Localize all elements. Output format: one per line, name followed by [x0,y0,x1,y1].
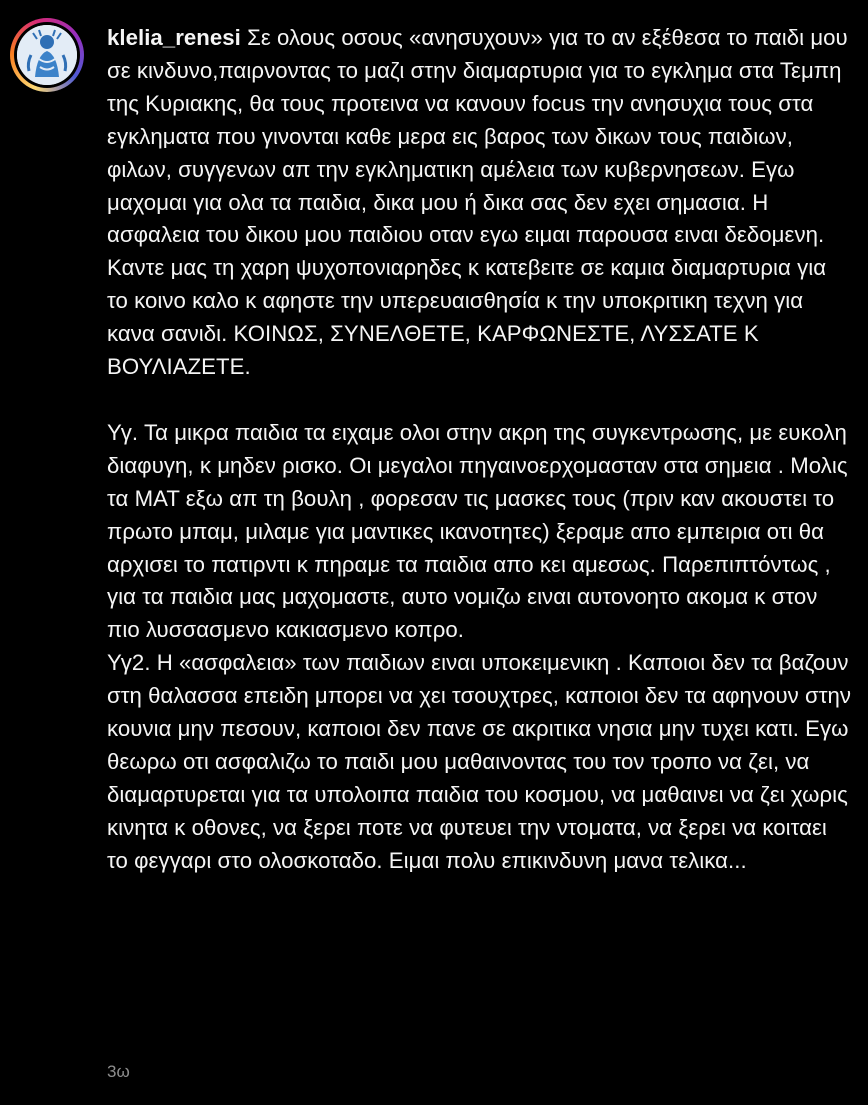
comment-body [107,22,852,878]
avatar[interactable] [17,25,77,85]
comment-text: Σε ολους οσους «ανησυχουν» για το αν εξέθεσα το παιδι μου σε κινδυνο,παιρνοντας το μαζι στην διαμαρτυρια για το εγκλημα στα Τεμπη της Κυριακης, θα τους προτεινα να κανουν focus την ανησυχια τους στα εγκληματα που γινονται καθε μερα εις βαρος των δικων τους παιδιων, φιλων, συγγενων απ την εγκληματικη αμέλεια των κυβερνησεων. Εγω μαχομαι για ολα τα παιδια, δικα μου ή δικα σας δεν εχει σημασια. Η ασφαλεια του δικου μου παιδιου οταν εγω ειμαι παρουσα ειναι δεδομενη. Καντε μας τη χαρη ψυχοπονιαρηδες κ κατεβειτε σε καμια διαμαρτυρια για το κοινο καλο κ αφηστε την υπερευαισθησία κ την υποκριτικη τεχνη για κανα σανιδι. ΚΟΙΝΩΣ, ΣΥΝΕΛΘΕΤΕ, ΚΑΡΦΩΝΕΣΤΕ, ΛΥΣΣΑΤΕ Κ ΒΟΥΛΙΑΖΕΤΕ. Υγ. Τα μικρα παιδια τα ειχαμε ολοι στην ακρη της συγκεντρωσης, με ευκολη διαφυγη, κ μηδεν ρισκο. Οι μεγαλοι πηγαινοερχομασταν στα σημεια . Μολις τα ΜΑΤ εξω απ τη βουλη , φορεσαν τις μασκες τους (πριν καν ακουστει το πρωτο μπαμ, μιλαμε για μαντικες ικανοτητες) ξεραμε απο εμπειρια οτι θα αρχισει το πατιρντι κ πηραμε τα παιδια απο κει αμεσως. Παρεπιπτόντως , για τα παιδια μας μαχομαστε, αυτο νομιζω ειναι αυτονοητο ακομα κ στον πιο λυσσασμενο κακιασμενο κοπρο. Υγ2. Η «ασφαλεια» των παιδιων ειναι υποκειμενικη . Καποιοι δεν τα βαζουν στη θαλασσα επειδη μπορει να χει τσουχτρες, καποιοι δεν τα αφηνουν στην κουνια μην πεσουν, καποιοι δεν πανε σε ακριτικα νησια μην τυχει κατι. Εγω θεωρω οτι ασφαλιζω το παιδι μου μαθαινοντας του τον τροπο να ζει, να διαμαρτυρεται για τα υπολοιπα παιδια του κοσμου, να μαθαινει να ζει χωρις κινητα κ οθονες, να ξερει ποτε να φυτευει την ντοματα, να ξερει να κοιταει το φεγγαρι στο ολοσκοταδο. Ειμαι πολυ επικινδυνη μανα τελικα... [107,25,852,873]
comment-timestamp[interactable]: 3ω [107,1062,130,1081]
profile-avatar-icon [17,25,77,85]
story-ring[interactable] [10,18,84,92]
username-link[interactable]: klelia_renesi [107,25,241,50]
